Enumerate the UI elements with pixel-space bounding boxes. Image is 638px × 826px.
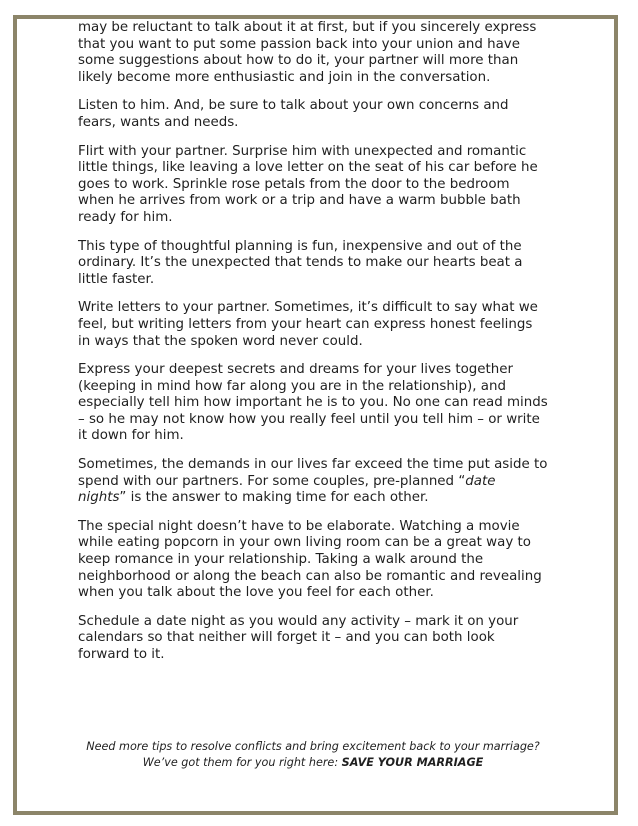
footer-line-1: Need more tips to resolve conflicts and bring excitement back to your marriage? [86,740,540,753]
paragraph: Express your deepest secrets and dreams for your lives together (keeping in mind how far along you are in the relationship), and especially tell him how important he is to you. No one can read minds – so he may not know how you really feel until you tell him – or write it down for him. [78,362,548,444]
article-body [78,20,548,676]
paragraph: This type of thoughtful planning is fun, inexpensive and out of the ordinary. It’s the unexpected that tends to make our hearts beat a little faster. [78,238,523,287]
footer-prefix: We’ve got them for you right here: [142,755,342,769]
paragraph: Listen to him. And, be sure to talk about your own concerns and fears, wants and needs. [78,98,509,130]
footer-line-2 [78,755,548,771]
date-nights-emphasis: date nights [78,473,496,506]
paragraph-text: is the answer to making time for each other. [126,490,429,506]
open-quote: “ [458,473,466,489]
paragraph: Write letters to your partner. Sometimes, it’s difficult to say what we feel, but writing letters from your heart can express honest feelings in ways that the spoken word never could. [78,300,538,349]
footer-promo [78,739,548,770]
paragraph-date-nights [78,457,548,507]
paragraph: Flirt with your partner. Surprise him with unexpected and romantic little things, like leaving a love letter on the seat of his car before he goes to work. Sprinkle rose petals from the door to the bedroom when he arrives from work or a trip and have a warm bubble bath ready for him. [78,143,538,225]
paragraph: Schedule a date night as you would any activity – mark it on your calendars so that neither will forget it – and you can both look forward to it. [78,613,519,662]
paragraph: The special night doesn’t have to be elaborate. Watching a movie while eating popcorn in your own living room can be a great way to keep romance in your relationship. Taking a walk around the neighborhood or along the beach can also be romantic and revealing when you talk about the love you feel for each other. [78,518,542,601]
close-quote: ” [119,490,127,506]
save-your-marriage-link[interactable]: SAVE YOUR MARRIAGE [341,755,484,769]
paragraph-text: Sometimes, the demands in our lives far exceed the time put aside to spend with our partners. For some couples, pre-planned [78,457,548,489]
paragraph: may be reluctant to talk about it at first, but if you sincerely express that you want to put some passion back into your union and have some suggestions about how to do it, your partner will more than likely become more enthusiastic and join in the conversation. [78,20,537,85]
